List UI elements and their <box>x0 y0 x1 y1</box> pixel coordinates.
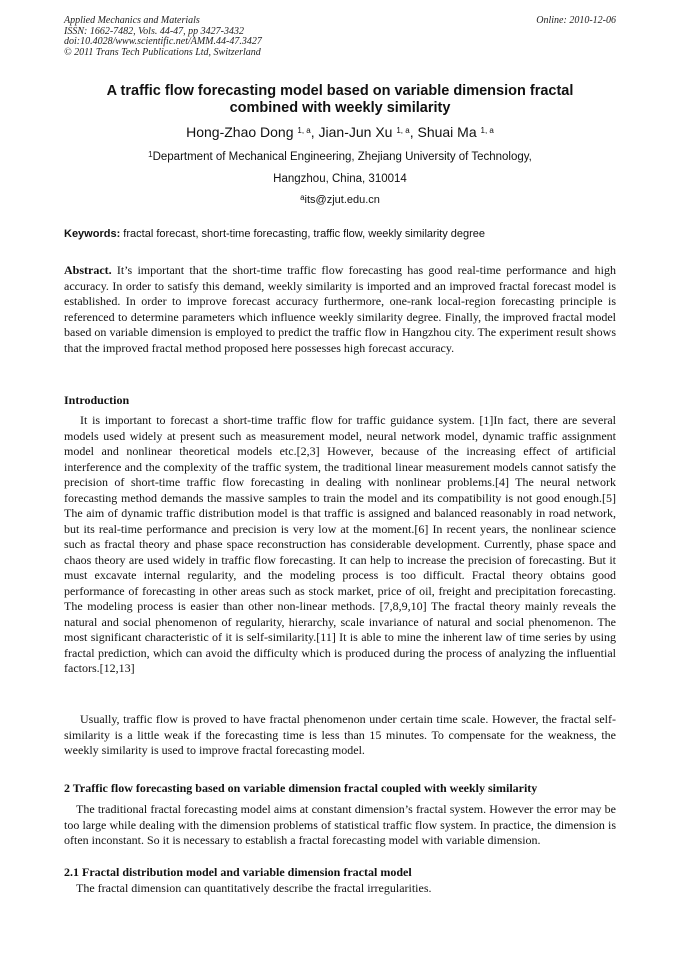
author-list <box>64 124 616 141</box>
author-3: Shuai Ma <box>417 124 481 140</box>
subsection-heading-2-1: 2.1 Fractal distribution model and variable dimension fractal model <box>64 865 412 879</box>
abstract-text: It’s important that the short-time traffic flow forecasting has good real-time performance and high accuracy. In order to satisfy this demand, weekly similarity is imported and an improved fractal forecast model is established. In order to improve forecast accuracy furthermore, one-rank local-region forecasting principle is referenced to determine parameters which influence weekly similarity degree. Finally, the improved fractal model based on variable dimension is employed to predict the traffic flow in Hangzhou city. The experiment result shows that the improved fractal method proposed here possesses high forecast accuracy. <box>64 263 616 355</box>
abstract <box>64 263 616 356</box>
title-line-2: combined with weekly similarity <box>229 100 451 116</box>
section-heading-introduction: Introduction <box>64 393 130 407</box>
online-date: Online: 2010-12-06 <box>536 15 616 26</box>
author-2-affiliation-mark: 1, a <box>396 126 410 135</box>
abstract-label: Abstract. <box>64 263 112 277</box>
affiliation-mark: 1 <box>148 150 153 159</box>
issn-line: ISSN: 1662-7482, Vols. 44-47, pp 3427-3432 <box>64 25 244 37</box>
doi-line: doi:10.4028/www.scientific.net/AMM.44-47.3427 <box>64 36 262 47</box>
author-separator: , <box>310 124 319 140</box>
affiliation-line-1 <box>64 150 616 164</box>
keywords-text: fractal forecast, short-time forecasting, traffic flow, weekly similarity degree <box>120 228 486 240</box>
intro-paragraph-2: Usually, traffic flow is proved to have fractal phenomenon under certain time scale. However, the fractal self-similarity is a little weak if the forecasting time is less than 15 minutes. To compensate for the weakness, the weekly similarity is used to improve fractal forecasting model. <box>64 712 616 757</box>
section-2-1-paragraph: The fractal dimension can quantitatively describe the fractal irregularities. <box>76 881 432 895</box>
journal-name: Applied Mechanics and Materials <box>64 15 200 26</box>
author-1: Hong-Zhao Dong <box>186 124 298 140</box>
email-mark: a <box>300 193 305 202</box>
paper-title <box>64 83 616 117</box>
section-2-paragraph-1: The traditional fractal forecasting model aims at constant dimension’s fractal system. However the error may be too large while dealing with the dimension problems of statistical traffic flow system. In practice, the dimension is often inconstant. So it is necessary to establish a fractal forecasting model with variable dimension. <box>64 802 616 847</box>
running-header <box>64 16 616 58</box>
affiliation-text: Department of Mechanical Engineering, Zhejiang University of Technology, <box>152 151 532 163</box>
copyright-line: © 2011 Trans Tech Publications Ltd, Switzerland <box>64 46 261 58</box>
author-1-affiliation-mark: 1, a <box>297 126 311 135</box>
intro-paragraph-1: It is important to forecast a short-time traffic flow for traffic guidance system. [1]In fact, there are several models used widely at present such as measurement model, neural network model, dynamic traffic assignment model and nonlinear theoretical models etc.[2,3] However, because of the increasing effect of artificial interference and the complexity of the traffic system, the traditional linear measurement models cannot satisfy the precision of short-time traffic flow forecasting in dealing with nonlinear problems.[4] The neural network forecasting method demands the massive samples to train the model and its compatibility is not good enough.[5] The aim of dynamic traffic distribution model is that traffic is assigned and balanced reasonably in road network, but its real-time performance and precision is very low at the moment.[6] In recent years, the nonlinear science such as fractal theory and phase space reconstruction has considerable development. Currently, phase space and chaos theory are used widely in traffic flow forecasting. It can help to increase the precision of forecasting. But it must excavate internal regularity, and the modeling process is too difficult. Fractal theory obtains good performance of forecasting in other areas such as stock market, price of oil, freight and precipitation forecasting. The modeling process is easier than other non-linear methods. [7,8,9,10] The fractal theory mainly reveals the natural and social phenomenon of regularity, hierarchy, scale invariance of natural and social phenomenon. The most significant characteristic of it is self-similarity.[11] It is able to mine the inherent law of time series by using fractal prediction, which can avoid the difficulty which is produced during the process of analyzing the influential factors.[12,13] <box>64 413 616 675</box>
affiliation-line-2: Hangzhou, China, 310014 <box>273 173 407 185</box>
email-text: its@zjut.edu.cn <box>304 194 380 206</box>
title-line-1: A traffic flow forecasting model based on variable dimension fractal <box>106 83 574 99</box>
keywords-label: Keywords: <box>64 228 121 240</box>
section-heading-2: 2 Traffic flow forecasting based on variable dimension fractal coupled with weekly similarity <box>64 781 538 795</box>
author-separator: , <box>409 124 418 140</box>
author-3-affiliation-mark: 1, a <box>480 126 494 135</box>
keywords <box>64 227 616 241</box>
author-email <box>64 193 616 207</box>
author-2: Jian-Jun Xu <box>318 124 397 140</box>
